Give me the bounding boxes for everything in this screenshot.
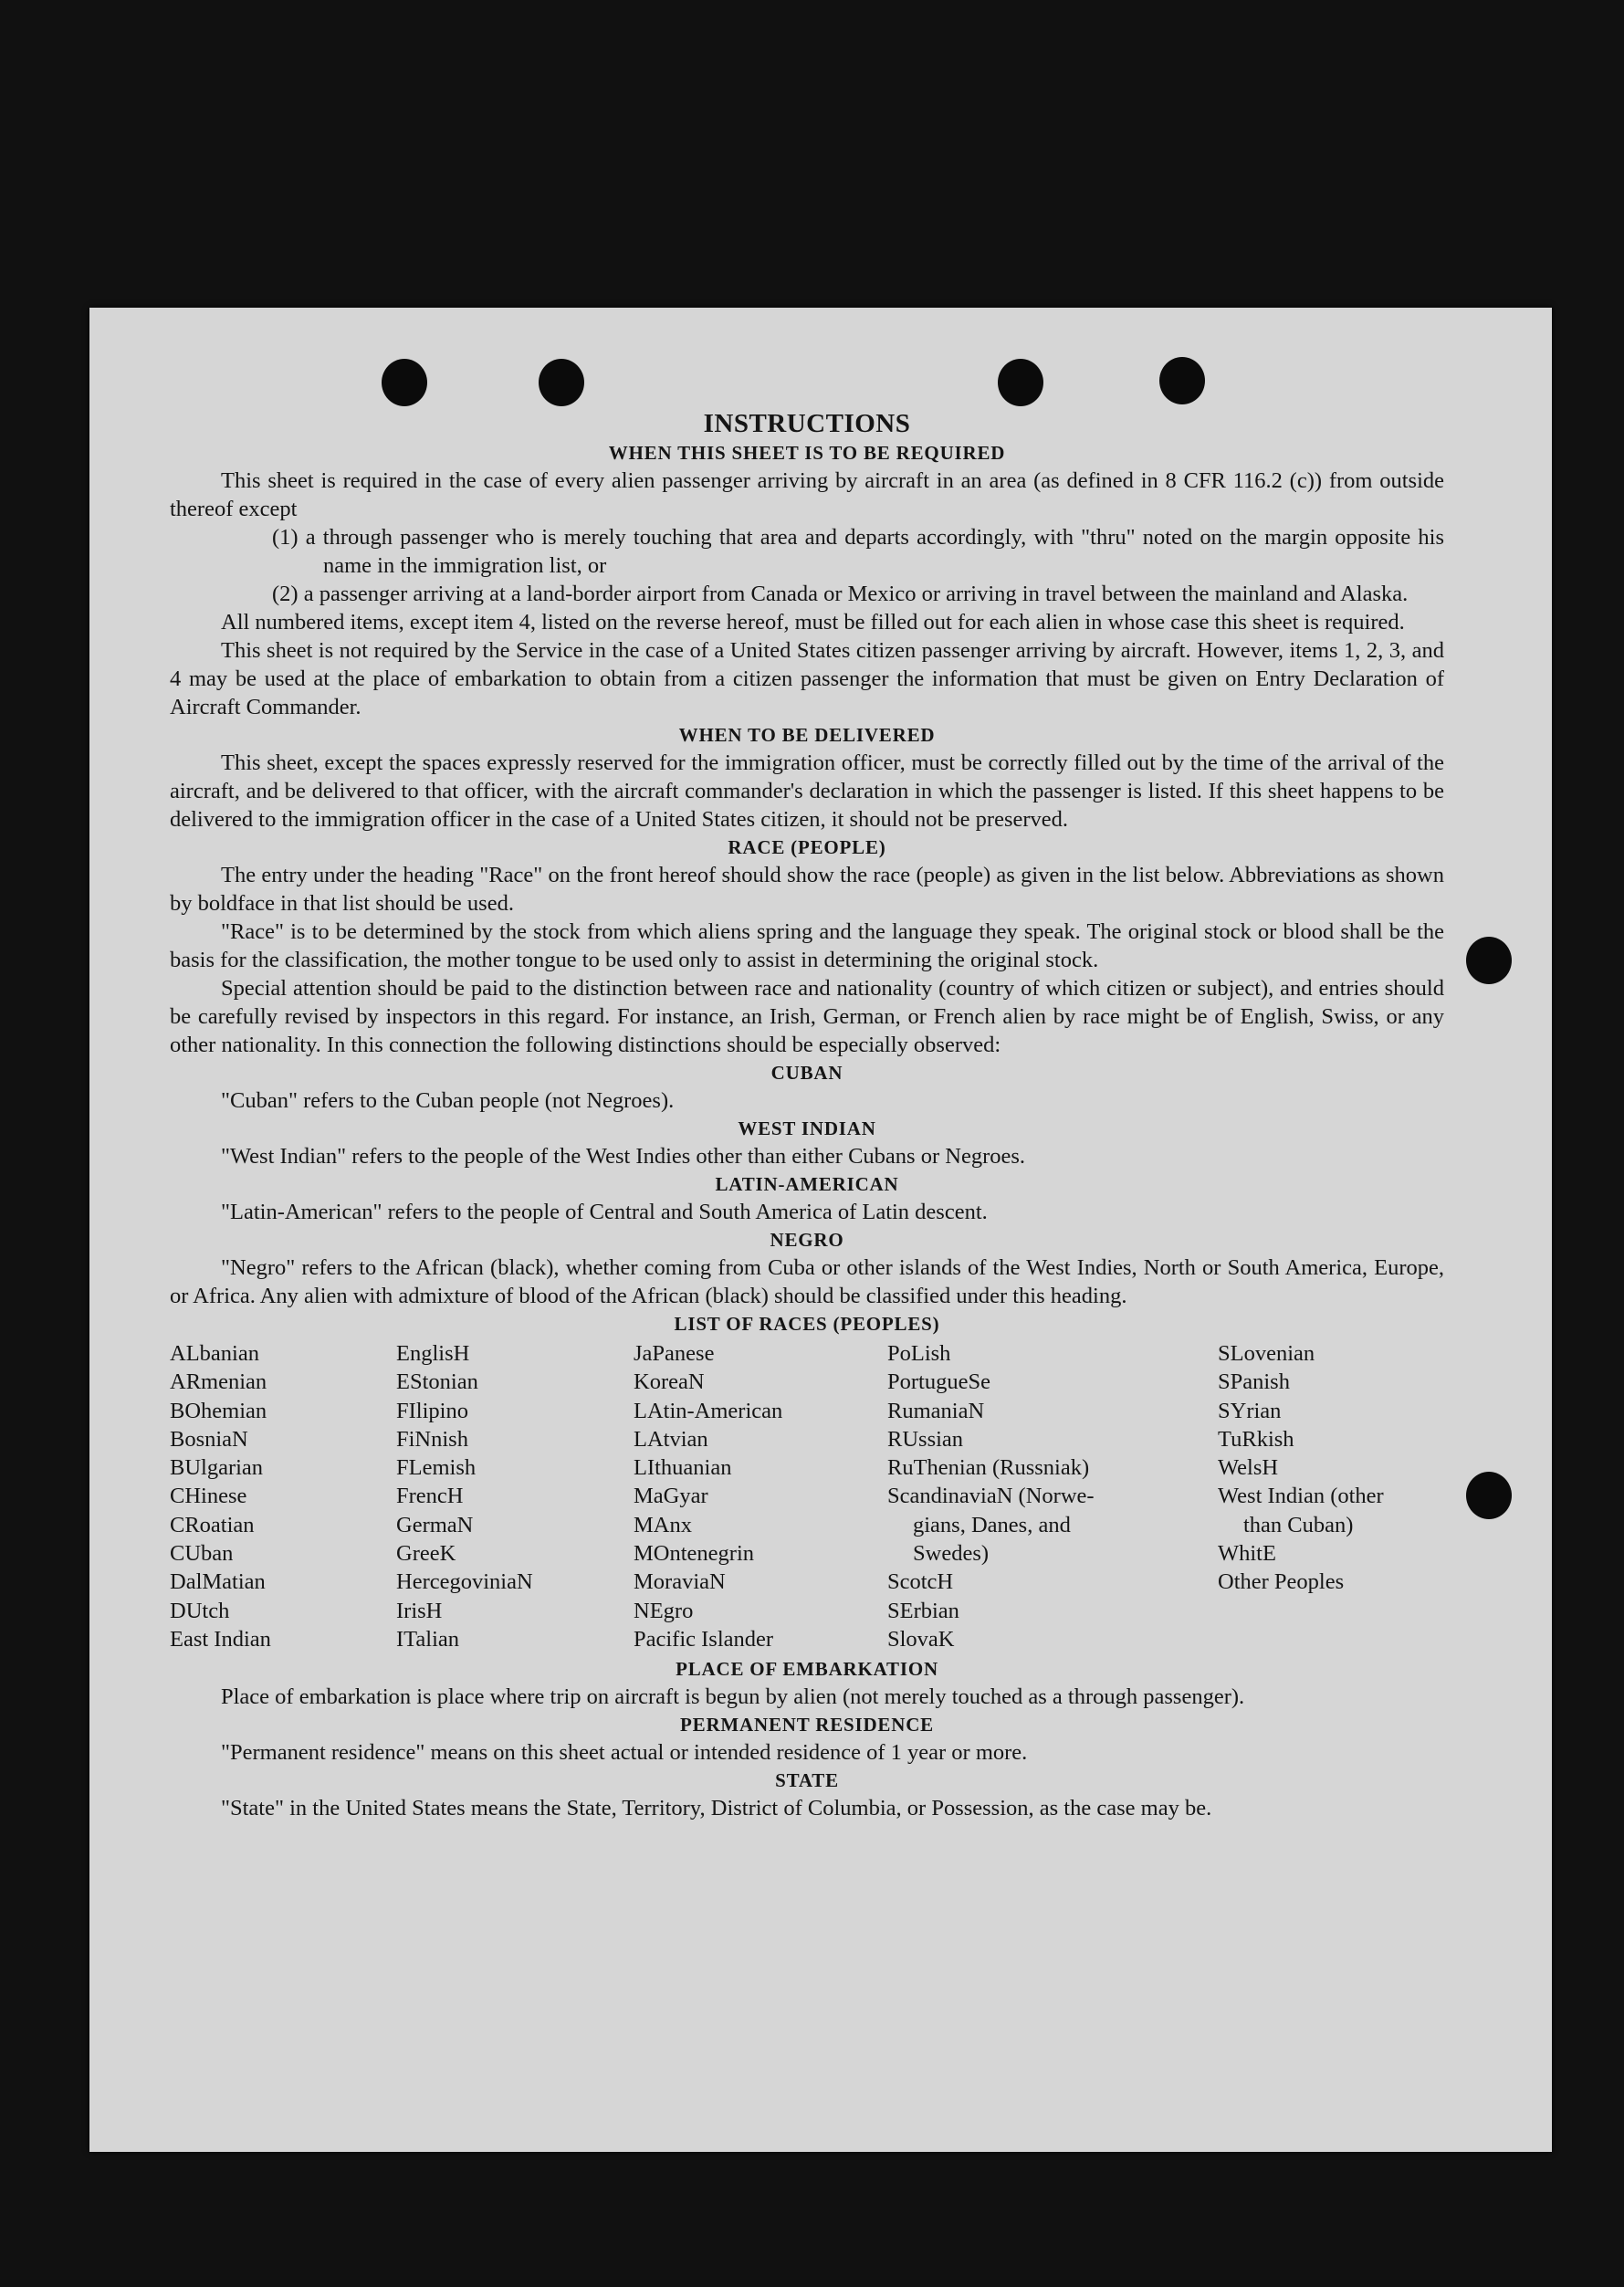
section-heading-cuban: CUBAN <box>770 1062 843 1084</box>
race-entry: Other Peoples <box>1218 1569 1345 1595</box>
race-entry: ITalian <box>396 1626 460 1652</box>
race-entry: SErbian <box>887 1598 959 1623</box>
paragraph: "Negro" refers to the African (black), whether coming from Cuba or other islands of the West Indies, North or South America, Europe, or Africa. Any alien with admixture of blood of the African (black) should be classified under this heading. <box>170 1255 1444 1308</box>
race-entry-continued: Swedes) <box>913 1541 990 1567</box>
race-entry: CRoatian <box>170 1512 255 1537</box>
race-entry: RUssian <box>887 1426 964 1452</box>
paragraph: This sheet, except the spaces expressly reserved for the immigration officer, must be correctly filled out by the time of the arrival of the aircraft, and be delivered to that officer, with the aircraft commander's declaration in which the passenger is listed. If this sheet happens to be delivered to the immigration officer in the case of a United States citizen, it should not be preserved. <box>170 750 1444 832</box>
section-heading-latin-american: LATIN-AMERICAN <box>715 1173 899 1195</box>
race-entry: FiNnish <box>396 1426 468 1452</box>
race-entry: ALbanian <box>170 1341 259 1366</box>
race-entry: EnglisH <box>396 1341 470 1366</box>
race-entry: RuThenian (Russniak) <box>887 1455 1090 1481</box>
paragraph: Place of embarkation is place where trip on aircraft is begun by alien (not merely touched as a through passenger). <box>221 1684 1245 1710</box>
punch-hole <box>539 359 584 406</box>
race-entry: WhitE <box>1218 1541 1276 1567</box>
paragraph: "Permanent residence" means on this sheet actual or intended residence of 1 year or more. <box>221 1740 1028 1766</box>
race-entry: RumaniaN <box>887 1398 985 1423</box>
punch-hole <box>1466 1472 1512 1519</box>
race-entry: LAtin-American <box>634 1398 783 1423</box>
punch-hole <box>382 359 427 406</box>
race-entry: Pacific Islander <box>634 1626 774 1652</box>
races-list <box>170 1339 1444 1653</box>
races-column-2 <box>396 1339 634 1653</box>
race-entry: West Indian (other <box>1218 1484 1384 1509</box>
section-heading-required: WHEN THIS SHEET IS TO BE REQUIRED <box>608 442 1006 464</box>
race-entry: GermaN <box>396 1512 474 1537</box>
race-entry: LIthuanian <box>634 1455 732 1481</box>
race-entry: BUlgarian <box>170 1455 264 1481</box>
paragraph: "Race" is to be determined by the stock from which aliens spring and the language they speak. The original stock or blood shall be the basis for the classification, the mother tongue to be used only to assist in determining the original stock. <box>170 919 1444 972</box>
section-heading-list-of-races: LIST OF RACES (PEOPLES) <box>674 1313 940 1335</box>
race-entry: EStonian <box>396 1369 478 1395</box>
race-entry-continued: than Cuban) <box>1243 1512 1354 1537</box>
race-entry: GreeK <box>396 1541 456 1567</box>
section-heading-race: RACE (PEOPLE) <box>728 836 886 858</box>
race-entry: FrencH <box>396 1484 464 1509</box>
section-heading-west-indian: WEST INDIAN <box>738 1117 876 1139</box>
paragraph: "Cuban" refers to the Cuban people (not Negroes). <box>221 1088 675 1113</box>
race-entry: PoLish <box>887 1341 951 1366</box>
races-column-5 <box>1218 1339 1437 1653</box>
race-entry: BosniaN <box>170 1426 248 1452</box>
race-entry: PortugueSe <box>887 1369 990 1395</box>
punch-hole <box>998 359 1043 406</box>
paragraph: All numbered items, except item 4, listed on the reverse hereof, must be filled out for each alien in whose case this sheet is required. <box>221 610 1405 635</box>
race-entry: SlovaK <box>887 1626 955 1652</box>
section-heading-permanent-residence: PERMANENT RESIDENCE <box>680 1714 934 1736</box>
section-heading-negro: NEGRO <box>770 1229 844 1251</box>
section-heading-embarkation: PLACE OF EMBARKATION <box>676 1658 938 1681</box>
paragraph: The entry under the heading "Race" on the front hereof should show the race (people) as given in the list below. Abbreviations as shown by boldface in that list should be used. <box>170 863 1444 916</box>
race-entry: DUtch <box>170 1598 230 1623</box>
punch-hole <box>1159 357 1205 404</box>
race-entry: East Indian <box>170 1626 271 1652</box>
race-entry: MAnx <box>634 1512 692 1537</box>
races-column-1 <box>170 1339 396 1653</box>
race-entry-continued: gians, Danes, and <box>913 1512 1071 1537</box>
race-entry: MoraviaN <box>634 1569 726 1595</box>
race-entry: FIlipino <box>396 1398 468 1423</box>
race-entry: ARmenian <box>170 1369 267 1395</box>
paragraph: "State" in the United States means the State, Territory, District of Columbia, or Possession, as the case may be. <box>221 1796 1212 1821</box>
race-entry: SLovenian <box>1218 1341 1315 1366</box>
paragraph: "West Indian" refers to the people of the West Indies other than either Cubans or Negroes. <box>221 1144 1026 1169</box>
section-heading-state: STATE <box>775 1769 839 1792</box>
races-column-4 <box>887 1339 1218 1653</box>
race-entry: ScotcH <box>887 1569 954 1595</box>
race-entry: FLemish <box>396 1455 477 1481</box>
race-entry: BOhemian <box>170 1398 267 1423</box>
races-column-3 <box>634 1339 887 1653</box>
race-entry: HercegoviniaN <box>396 1569 533 1595</box>
exception-item-2: (2) a passenger arriving at a land-border airport from Canada or Mexico or arriving in travel between the mainland and Alaska. <box>272 582 1409 606</box>
race-entry: MaGyar <box>634 1484 708 1509</box>
race-entry: ScandinaviaN (Norwe- <box>887 1484 1095 1509</box>
race-entry: NEgro <box>634 1598 694 1623</box>
race-entry: JaPanese <box>634 1341 715 1366</box>
race-entry: IrisH <box>396 1598 443 1623</box>
race-entry: WelsH <box>1218 1455 1279 1481</box>
paragraph: Special attention should be paid to the distinction between race and nationality (country of which citizen or subject), and entries should be carefully revised by inspectors in this regard. For instance, an Irish, German, or French alien by race might be of English, Swiss, or any other nationality. In this connection the following distinctions should be especially observed: <box>170 976 1444 1057</box>
race-entry: DalMatian <box>170 1569 266 1595</box>
instructions-content <box>170 408 1444 1822</box>
document-sheet <box>89 308 1552 2152</box>
race-entry: TuRkish <box>1218 1426 1294 1452</box>
page-title: INSTRUCTIONS <box>703 409 911 438</box>
race-entry: CUban <box>170 1541 234 1567</box>
race-entry: SYrian <box>1218 1398 1282 1423</box>
race-entry: LAtvian <box>634 1426 708 1452</box>
section-heading-delivered: WHEN TO BE DELIVERED <box>678 724 936 746</box>
paragraph: This sheet is not required by the Service in the case of a United States citizen passenger arriving by aircraft. However, items 1, 2, 3, and 4 may be used at the place of embarkation to obtain from a citizen passenger the information that must be given on Entry Declaration of Aircraft Commander. <box>170 638 1444 719</box>
race-entry: MOntenegrin <box>634 1541 754 1567</box>
race-entry: KoreaN <box>634 1369 705 1395</box>
punch-hole <box>1466 937 1512 984</box>
race-entry: CHinese <box>170 1484 247 1509</box>
exception-item-1: (1) a through passenger who is merely touching that area and departs accordingly, with "thru" noted on the margin opposite his name in the immigration list, or <box>272 525 1444 578</box>
paragraph: "Latin-American" refers to the people of Central and South America of Latin descent. <box>221 1200 988 1224</box>
paragraph: This sheet is required in the case of every alien passenger arriving by aircraft in an area (as defined in 8 CFR 116.2 (c)) from outside thereof except <box>170 468 1444 521</box>
race-entry: SPanish <box>1218 1369 1290 1395</box>
